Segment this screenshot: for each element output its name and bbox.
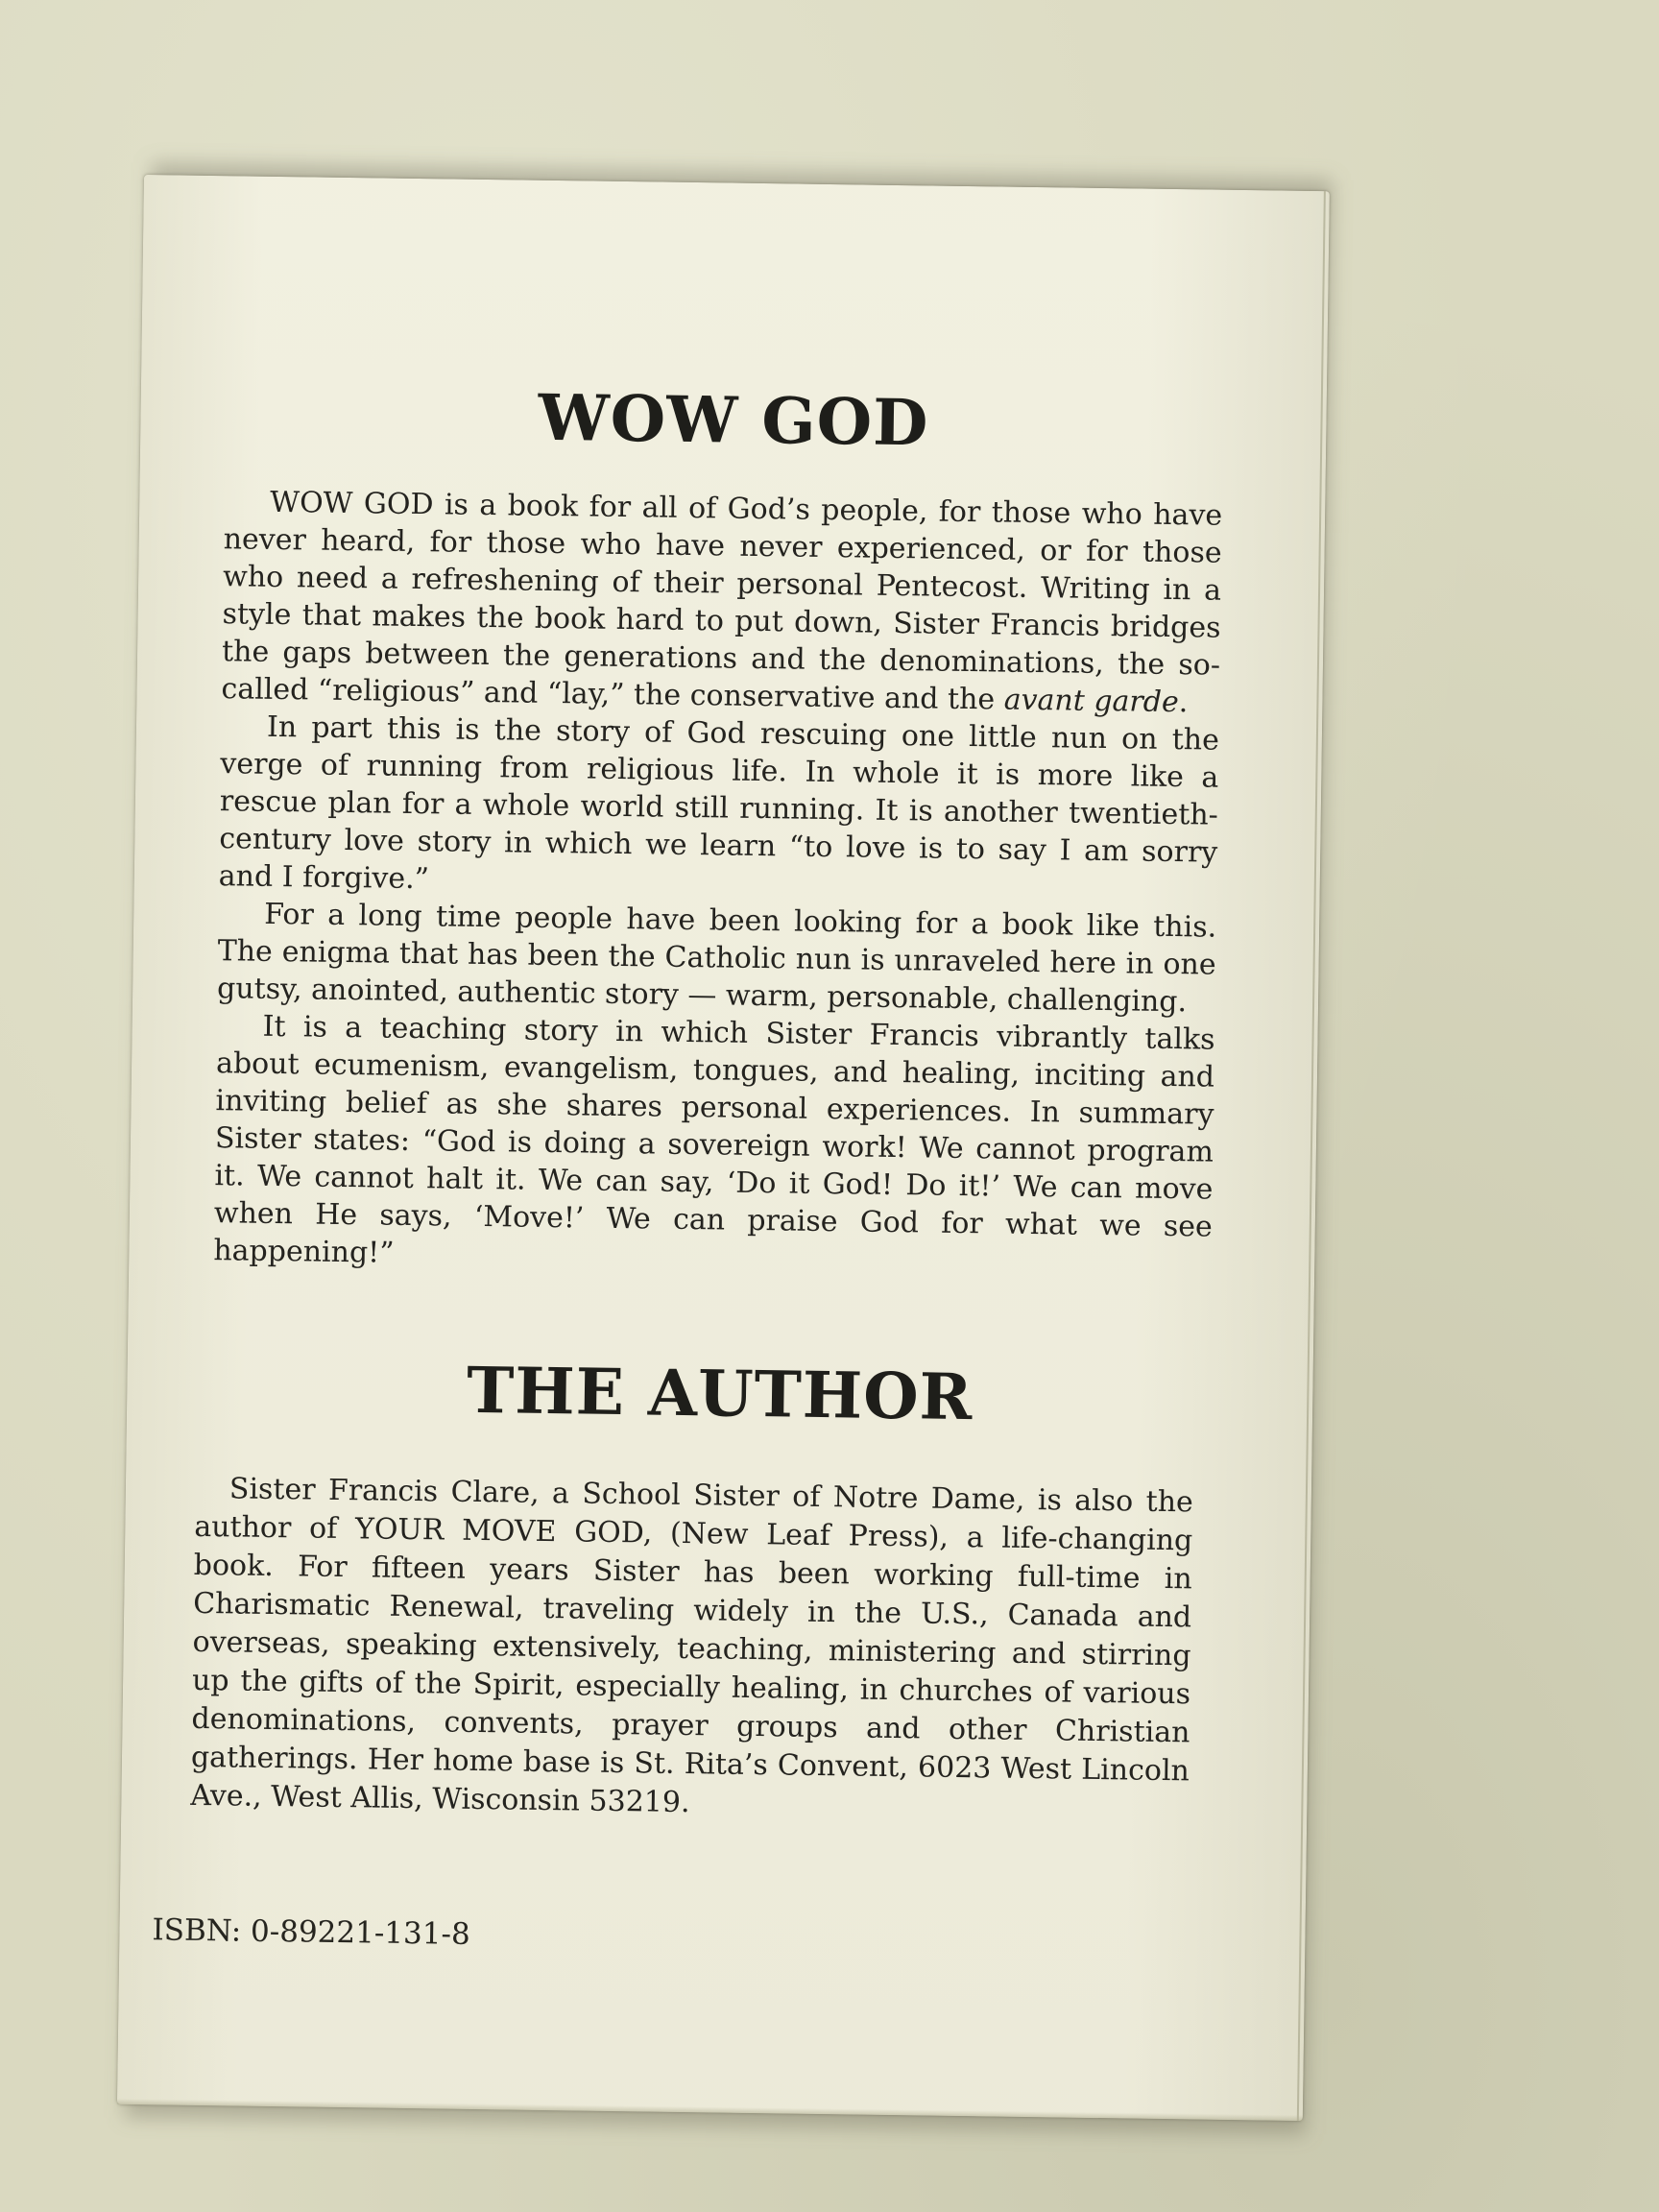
author-heading: THE AUTHOR — [466, 1352, 974, 1435]
book-description — [213, 483, 1222, 1283]
book-back-cover — [117, 175, 1330, 2121]
author-bio — [190, 1470, 1193, 1829]
book-title: WOW GOD — [538, 379, 929, 461]
blurb-italic-phrase: avant garde — [1003, 683, 1179, 720]
blurb-paragraph-4: It is a teaching story in which Sister Francis vibrantly talks about ecumenism, evangelism, tongues, and healing, inciting and inviting belief as she shares personal experiences. In summary Sister states: “God is doing a sovereign work! We cannot program it. We cannot halt it. We can say, ‘Do it God! Do it!’ We can move when He says, ‘Move!’ We can praise God for what we see happening!” — [213, 1009, 1215, 1270]
blurb-paragraph-3: For a long time people have been looking for a book like this. The enigma that has been the Catholic nun is unraveled here in one gutsy, anointed, authentic story — warm, personable, challenging. — [216, 897, 1217, 1020]
cover-edge-crease — [1297, 191, 1326, 2121]
author-bio-text: Sister Francis Clare, a School Sister of Notre Dame, is also the author of YOUR MOVE GOD, (New Leaf Press), a life-changing book. For fifteen years Sister has been working full-time in Charismatic Renewal, traveling widely in the U.S., Canada and overseas, speaking extensively, teaching, ministering and stirring up the gifts of the Spirit, especially healing, in churches of various denominations, convents, prayer groups and other Christian gatherings. Her home base is St. Rita’s Convent, 6023 West Lincoln Ave., West Allis, Wisconsin 53219. — [190, 1472, 1194, 1820]
blurb-paragraph-2: In part this is the story of God rescuing one little nun on the verge of running from religious life. In whole it is more like a rescue plan for a whole world still running. It is another twentieth-century love story in which we learn “to love is to say I am sorry and I forgive.” — [218, 709, 1220, 897]
blurb-paragraph-1-end: . — [1178, 685, 1189, 720]
blurb-paragraph-1-text: WOW GOD is a book for all of God’s people, for those who have never heard, for those who have never experienced, or for those who need a refreshening of their personal Pentecost. Writing in a style that makes the book hard to put down, Sister Francis bridges the gaps between the generations and the denominations, the so-called “religious” and “lay,” the conservative and the — [221, 485, 1223, 717]
blurb-paragraph-1 — [221, 483, 1222, 721]
isbn-number: ISBN: 0-89221-131-8 — [152, 1912, 470, 1952]
